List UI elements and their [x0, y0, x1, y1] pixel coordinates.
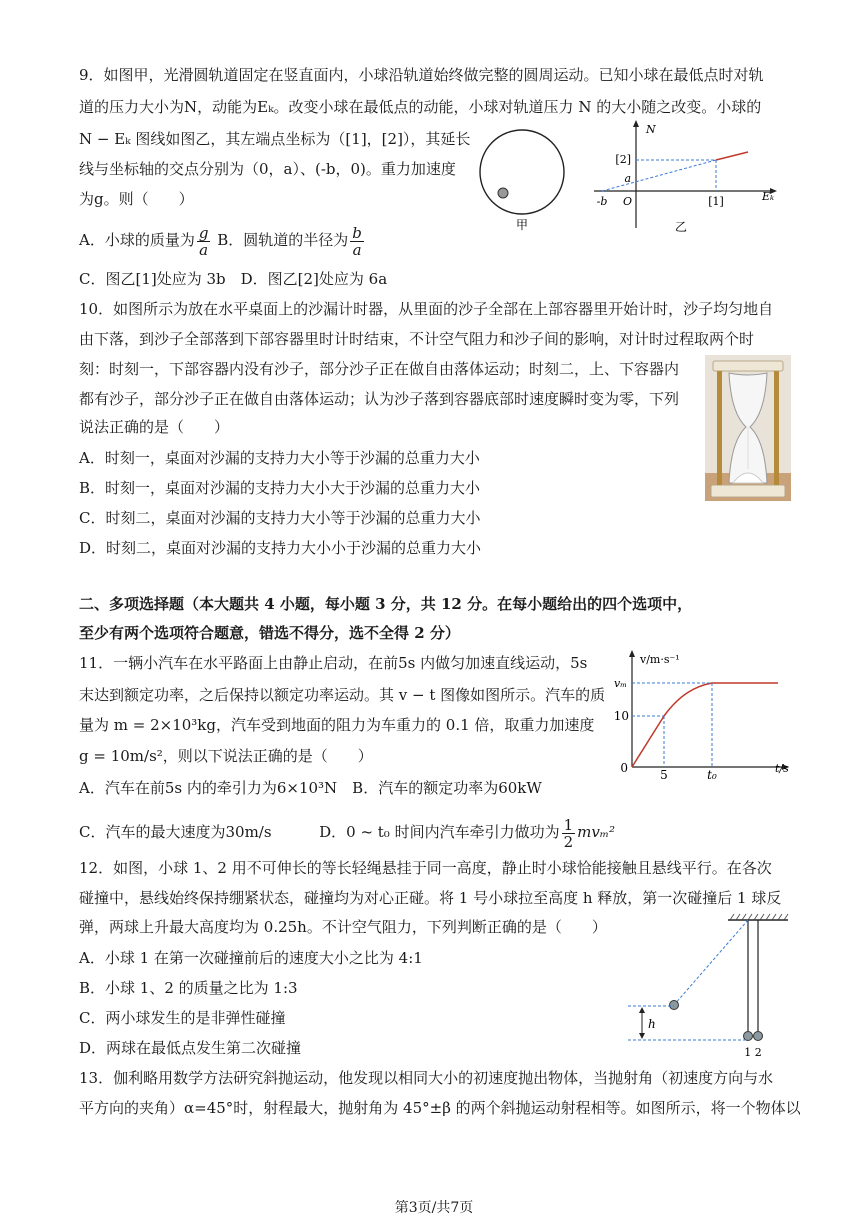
q9-option-a-fraction [197, 225, 211, 258]
ball-2 [754, 1032, 763, 1041]
graph-vm-label: vₘ [614, 677, 627, 690]
q11-option-d-expression: mvₘ² [577, 823, 616, 841]
q9-option-a: A．小球的质量为 [79, 231, 195, 249]
ball-1-raised [670, 1001, 679, 1010]
q12-line-1: 12．如图，小球 1、2 用不可伸长的等长轻绳悬挂于同一高度，静止时小球恰能接触且悬线平行。在各次 [79, 859, 772, 877]
q11-option-d-denominator: 2 [563, 832, 574, 851]
graph-x5-label: 5 [660, 768, 668, 780]
v-axis-arrow [629, 650, 635, 657]
q10-line-5: 说法正确的是（ ） [79, 418, 230, 436]
q9-option-a-numerator: g [198, 223, 209, 242]
small-ball [498, 188, 508, 198]
hourglass-photo [705, 355, 791, 501]
n-ek-line [716, 152, 748, 160]
yi-mark-neg-b: -b [596, 195, 608, 208]
section2-heading-2: 至少有两个选项符合题意，错选不得分，选不全得 2 分） [79, 624, 460, 642]
q9-option-b-numerator: b [352, 223, 362, 242]
graph-origin: 0 [620, 761, 628, 775]
q12-line-3: 弹，两球上升最大高度均为 0.25h。不计空气阻力，下列判断正确的是（ ） [79, 918, 607, 936]
q11-line-4: g = 10m/s²，则以下说法正确的是（ ） [79, 747, 373, 765]
q9-option-a-denominator: a [199, 240, 209, 259]
height-arrow-head-down [639, 1033, 645, 1039]
graph-xlabel: t/s [775, 762, 789, 775]
q13-line-1: 13．伽利略用数学方法研究斜抛运动，他发现以相同大小的初速度抛出物体，当抛射角（初速度方向与水 [79, 1069, 774, 1087]
q12-line-2: 碰撞中，悬线始终保持绷紧状态，碰撞均为对心正碰。将 1 号小球拉至高度 h 释放，第一次碰撞后 1 球反 [79, 889, 782, 907]
vt-curve [632, 683, 778, 767]
q9-line-5: 为g。则（ ） [79, 190, 194, 208]
q9-line-3: N − Eₖ 图线如图乙，其左端点坐标为（[1]，[2]），其延长 [79, 130, 471, 148]
q10-line-2: 由下落，到沙子全部落到下部容器里时计时结束，不计空气阻力和沙子间的影响，对计时过程取两个时 [79, 330, 755, 348]
q10-option-b: B．时刻一，桌面对沙漏的支持力大小大于沙漏的总重力大小 [79, 479, 481, 497]
q12-pendulum-figure [620, 912, 796, 1062]
q10-option-a: A．时刻一，桌面对沙漏的支持力大小等于沙漏的总重力大小 [79, 449, 480, 467]
ball-1 [744, 1032, 753, 1041]
q9-figure-jia [478, 122, 578, 234]
q11-line-2: 末达到额定功率，之后保持以额定功率运动。其 v − t 图像如图所示。汽车的质 [79, 686, 606, 704]
q9-line-4: 线与坐标轴的交点分别为（0，a）、(-b，0)。重力加速度 [79, 160, 456, 178]
ceiling-hatching [730, 914, 788, 920]
yi-xlabel: Eₖ [762, 190, 775, 203]
q11-option-c: C．汽车的最大速度为30m/s [79, 823, 272, 841]
yi-mark-1: [1] [708, 195, 724, 208]
hourglass-bottom-base [711, 485, 785, 497]
fig-jia-caption: 甲 [515, 218, 529, 232]
section2-heading-1: 二、多项选择题（本大题共 4 小题，每小题 3 分，共 12 分。在每小题给出的四个选项中， [79, 595, 693, 613]
q9-line-1: 9．如图甲，光滑圆轨道固定在竖直面内，小球沿轨道始终做完整的圆周运动。已知小球在最低点时对轨 [79, 66, 764, 84]
hourglass-top-base [713, 361, 783, 371]
q9-option-b-fraction [350, 225, 364, 258]
q11-options-ab: A．汽车在前5s 内的牵引力为6×10³N B．汽车的额定功率为60kW [79, 779, 542, 797]
q9-options-cd: C．图乙[1]处应为 3b D．图乙[2]处应为 6a [79, 270, 388, 288]
q11-option-d-fraction [562, 817, 576, 850]
balls-label: 1 2 [744, 1046, 762, 1059]
q13-line-2: 平方向的夹角）α=45°时，射程最大，抛射角为 45°±β 的两个斜抛运动射程相等。如图所示，将一个物体以 [79, 1099, 801, 1117]
q9-options-ab [79, 222, 366, 258]
q10-line-3: 刻：时刻一，下部容器内没有沙子，部分沙子正在做自由落体运动；时刻二，上、下容器内 [79, 360, 680, 378]
h-label: h [648, 1017, 656, 1031]
q11-option-d-numerator: 1 [563, 815, 574, 834]
q12-option-a: A．小球 1 在第一次碰撞前后的速度大小之比为 4:1 [79, 949, 423, 967]
q10-option-d: D．时刻二，桌面对沙漏的支持力大小小于沙漏的总重力大小 [79, 539, 482, 557]
q10-line-4: 都有沙子，部分沙子正在做自由落体运动；认为沙子落到容器底部时速度瞬时变为零，下列 [79, 390, 680, 408]
graph-y10-label: 10 [613, 709, 629, 723]
q11-vt-graph [612, 648, 796, 780]
q12-option-d: D．两球在最低点发生第二次碰撞 [79, 1039, 302, 1057]
left-post [717, 371, 722, 485]
q10-line-1: 10．如图所示为放在水平桌面上的沙漏计时器，从里面的沙子全部在上部容器里开始计时，沙子均匀地自 [79, 300, 774, 318]
q9-line-2: 道的压力大小为N，动能为Eₖ。改变小球在最低点的动能，小球对轨道压力 N 的大小随之改变。小球的 [79, 98, 762, 116]
q10-option-c: C．时刻二，桌面对沙漏的支持力大小等于沙漏的总重力大小 [79, 509, 481, 527]
q11-option-d: D．0 ~ t₀ 时间内汽车牵引力做功为 [319, 823, 560, 841]
yi-mark-2: [2] [615, 153, 631, 166]
circular-track [480, 130, 564, 214]
yi-mark-a: a [624, 172, 631, 185]
q11-line-3: 量为 m = 2×10³kg，汽车受到地面的阻力为车重力的 0.1 倍，取重力加速度 [79, 716, 595, 734]
q11-line-1: 11．一辆小汽车在水平路面上由静止启动，在前5s 内做匀加速直线运动，5s [79, 654, 588, 672]
yi-ylabel: N [646, 123, 656, 136]
yi-origin: O [622, 195, 632, 208]
raised-string [674, 920, 748, 1005]
q12-option-b: B．小球 1、2 的质量之比为 1:3 [79, 979, 298, 997]
graph-t0-label: t₀ [707, 768, 717, 780]
q9-figure-yi [586, 118, 786, 236]
q9-option-b-denominator: a [352, 240, 362, 259]
q11-options-cd [79, 812, 615, 852]
q9-option-b: B．圆轨道的半径为 [217, 231, 349, 249]
y-axis-arrow [633, 120, 639, 127]
fig-yi-caption: 乙 [674, 220, 688, 234]
q12-option-c: C．两小球发生的是非弹性碰撞 [79, 1009, 286, 1027]
page-footer: 第3页/共7页 [394, 1200, 474, 1216]
right-post [774, 371, 779, 485]
height-arrow-head-up [639, 1007, 645, 1013]
graph-ylabel: v/m·s⁻¹ [640, 653, 680, 666]
